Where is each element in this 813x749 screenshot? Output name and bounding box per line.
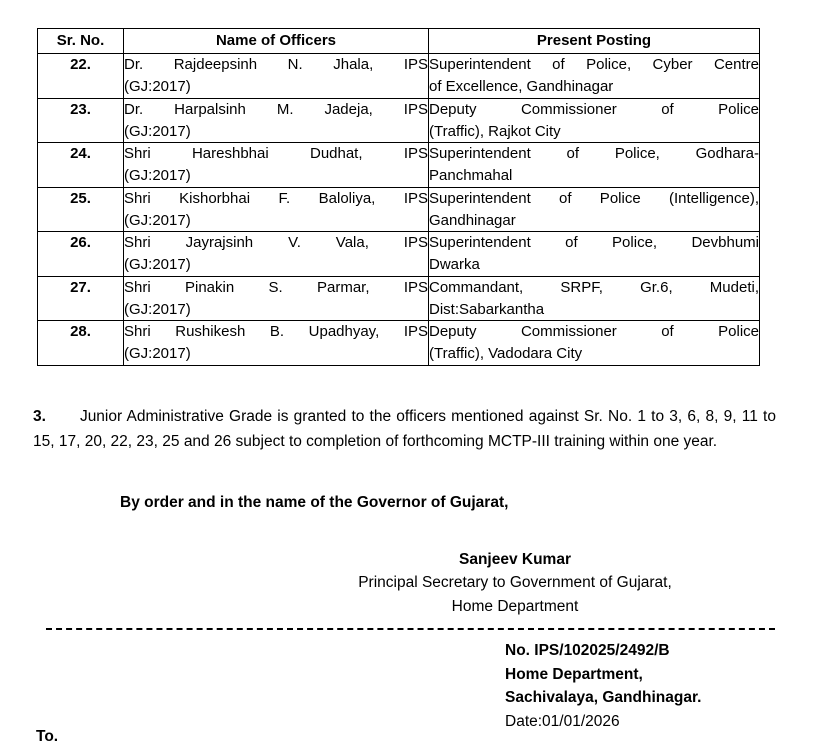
- table-row: [38, 143, 760, 188]
- officer-batch-line: (GJ:2017): [124, 167, 191, 184]
- cell-sr-no: 22.: [38, 54, 124, 99]
- cell-present-posting: [429, 321, 760, 366]
- posting-line: Deputy Commissioner of Police: [429, 323, 759, 341]
- table-row: [38, 232, 760, 277]
- cell-sr-no: 24.: [38, 143, 124, 188]
- cell-officer-name: [124, 232, 429, 277]
- cell-present-posting: [429, 98, 760, 143]
- column-header-name-of-officers: Name of Officers: [124, 29, 429, 54]
- posting-line: Panchmahal: [429, 167, 513, 184]
- cell-officer-name: [124, 276, 429, 321]
- officer-batch-line: (GJ:2017): [124, 78, 191, 95]
- column-header-sr-no: Sr. No.: [38, 29, 124, 54]
- dashed-separator: [46, 628, 775, 630]
- signatory-designation: Principal Secretary to Government of Gujarat,: [358, 574, 672, 592]
- posting-line: of Excellence, Gandhinagar: [429, 78, 614, 95]
- posting-line: Superintendent of Police (Intelligence),: [429, 189, 759, 207]
- officer-name-line: Shri Pinakin S. Parmar, IPS: [124, 278, 428, 296]
- table-row: [38, 321, 760, 366]
- cell-present-posting: [429, 54, 760, 99]
- officer-batch-line: (GJ:2017): [124, 211, 191, 229]
- cell-officer-name: [124, 143, 429, 188]
- posting-line: Gandhinagar: [429, 211, 516, 229]
- officer-batch-line: (GJ:2017): [124, 300, 191, 318]
- table-row: [38, 98, 760, 143]
- cell-officer-name: [124, 187, 429, 232]
- table-row: [38, 187, 760, 232]
- posting-line: (Traffic), Vadodara City: [429, 345, 583, 362]
- reference-address: Sachivalaya, Gandhinagar.: [505, 689, 702, 707]
- officer-name-line: Dr. Rajdeepsinh N. Jhala, IPS: [124, 56, 428, 74]
- cell-sr-no: 28.: [38, 321, 124, 366]
- cell-sr-no: 27.: [38, 276, 124, 321]
- posting-line: (Traffic), Rajkot City: [429, 122, 561, 140]
- paragraph-number: 3.: [33, 408, 46, 425]
- cell-present-posting: [429, 276, 760, 321]
- cell-officer-name: [124, 98, 429, 143]
- cell-sr-no: 25.: [38, 187, 124, 232]
- paragraph-3: [33, 404, 776, 454]
- cell-present-posting: [429, 232, 760, 277]
- cell-officer-name: [124, 54, 429, 99]
- posting-line: Deputy Commissioner of Police: [429, 100, 759, 118]
- signatory-department: Home Department: [451, 597, 579, 615]
- cell-present-posting: [429, 187, 760, 232]
- cell-sr-no: 23.: [38, 98, 124, 143]
- cell-sr-no: 26.: [38, 232, 124, 277]
- signatory-name: Sanjeev Kumar: [459, 551, 571, 568]
- table-header-row: [38, 29, 760, 54]
- column-header-present-posting: Present Posting: [429, 29, 760, 54]
- by-order-line: By order and in the name of the Governor of Gujarat,: [120, 494, 509, 511]
- reference-department: Home Department,: [505, 665, 643, 683]
- reference-number: No. IPS/102025/2492/B: [505, 642, 670, 659]
- officer-batch-line: (GJ:2017): [124, 122, 191, 140]
- to-label: To.: [36, 728, 59, 745]
- reference-date: Date:01/01/2026: [505, 712, 620, 730]
- cell-officer-name: [124, 321, 429, 366]
- officer-name-line: Shri Rushikesh B. Upadhyay, IPS: [124, 323, 428, 341]
- reference-block: [505, 639, 701, 733]
- officer-name-line: Shri Kishorbhai F. Baloliya, IPS: [124, 189, 428, 207]
- officer-name-line: Dr. Harpalsinh M. Jadeja, IPS: [124, 100, 428, 118]
- officer-batch-line: (GJ:2017): [124, 256, 191, 273]
- posting-line: Commandant, SRPF, Gr.6, Mudeti,: [429, 278, 759, 296]
- paragraph-text: Junior Administrative Grade is granted to the officers mentioned against Sr. No. 1 to 3, 6, 8, 9, 11 to 15, 17, 20, 22, 23, 25 and 26 subject to completion of forthcoming MCTP-III training within one year.: [33, 408, 776, 451]
- officer-name-line: Shri Hareshbhai Dudhat, IPS: [124, 145, 428, 163]
- officer-name-line: Shri Jayrajsinh V. Vala, IPS: [124, 234, 428, 252]
- posting-line: Superintendent of Police, Godhara-: [429, 145, 759, 163]
- table-row: [38, 276, 760, 321]
- officer-batch-line: (GJ:2017): [124, 345, 191, 362]
- posting-line: Superintendent of Police, Devbhumi: [429, 234, 759, 252]
- posting-line: Superintendent of Police, Cyber Centre: [429, 56, 759, 74]
- posting-line: Dwarka: [429, 256, 480, 273]
- posting-line: Dist:Sabarkantha: [429, 300, 545, 318]
- cell-present-posting: [429, 143, 760, 188]
- table-row: [38, 54, 760, 99]
- officers-table: [37, 28, 760, 366]
- signature-block: [300, 548, 730, 618]
